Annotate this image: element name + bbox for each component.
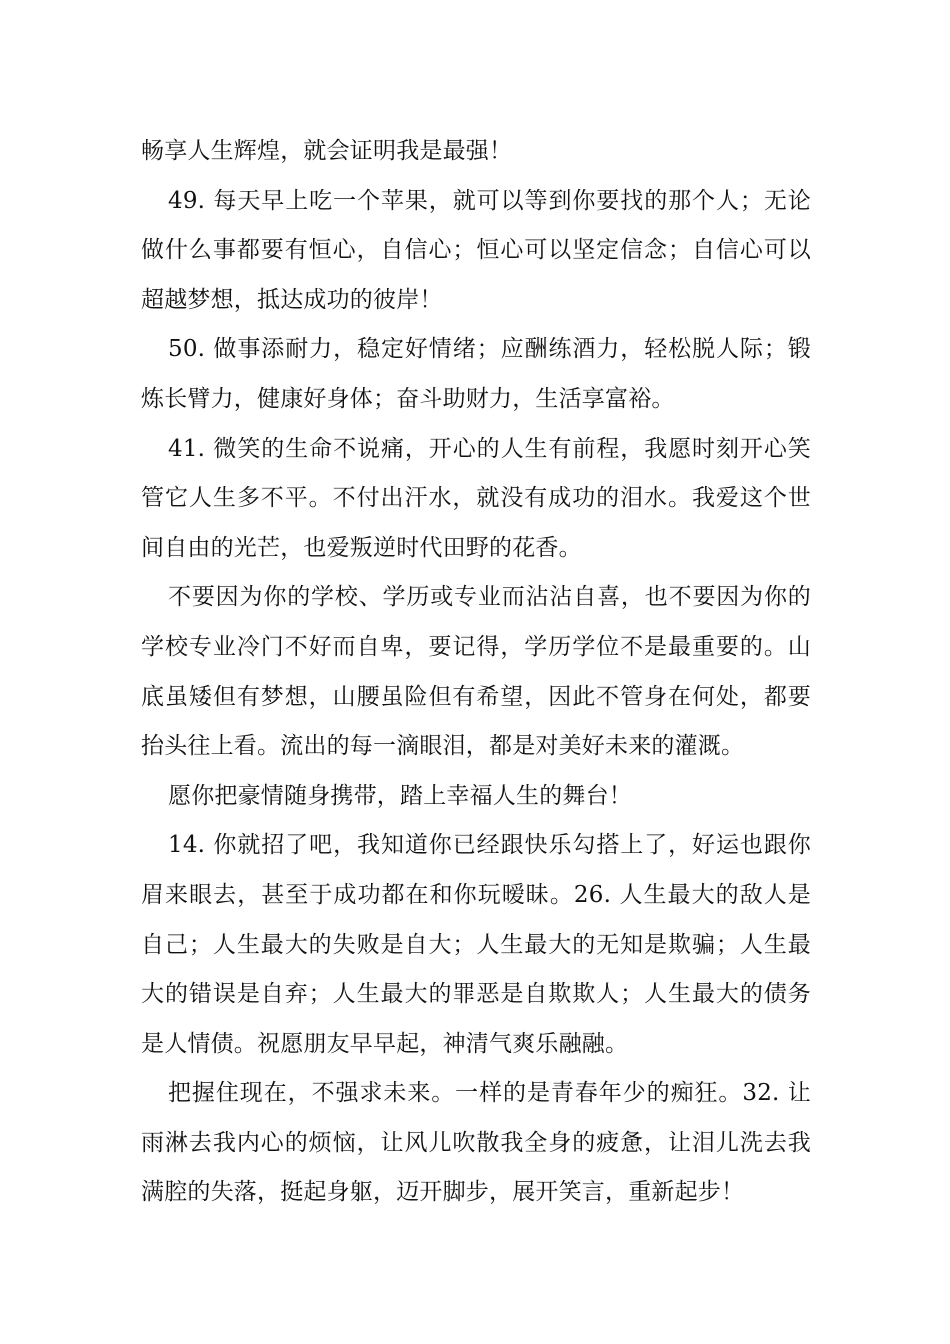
paragraph-2: 49. 每天早上吃一个苹果，就可以等到你要找的那个人；无论做什么事都要有恒心，自信心；恒心可以坚定信念；自信心可以超越梦想，抵达成功的彼岸！ [141,187,811,313]
paragraph-1: 畅享人生辉煌，就会证明我是最强！ [141,138,513,164]
document-body [141,127,811,1218]
paragraph-3: 50. 做事添耐力，稳定好情绪；应酬练酒力，轻松脱人际；锻炼长臂力，健康好身体；奋斗助财力，生活享富裕。 [141,336,811,412]
paragraph-8: 把握住现在，不强求未来。一样的是青春年少的痴狂。32. 让雨淋去我内心的烦恼，让风儿吹散我全身的疲惫，让泪儿洗去我满腔的失落，挺起身躯，迈开脚步，展开笑言，重新起步！ [141,1080,811,1206]
paragraph-7: 14. 你就招了吧，我知道你已经跟快乐勾搭上了，好运也跟你眉来眼去，甚至于成功都在和你玩暧昧。26. 人生最大的敌人是自己；人生最大的失败是自大；人生最大的无知是欺骗；人生最大的错误是自弃；人生最大的罪恶是自欺欺人；人生最大的债务是人情债。祝愿朋友早早起，神清气爽乐融融。 [141,832,811,1057]
paragraph-4: 41. 微笑的生命不说痛，开心的人生有前程，我愿时刻开心笑管它人生多不平。不付出汗水，就没有成功的泪水。我爱这个世间自由的光芒，也爱叛逆时代田野的花香。 [141,435,811,561]
paragraph-6: 愿你把豪情随身携带，踏上幸福人生的舞台！ [168,782,632,809]
paragraph-5: 不要因为你的学校、学历或专业而沾沾自喜，也不要因为你的学校专业冷门不好而自卑，要记得，学历学位不是最重要的。山底虽矮但有梦想，山腰虽险但有希望，因此不管身在何处，都要抬头往上看。流出的每一滴眼泪，都是对美好未来的灌溉。 [141,584,811,760]
